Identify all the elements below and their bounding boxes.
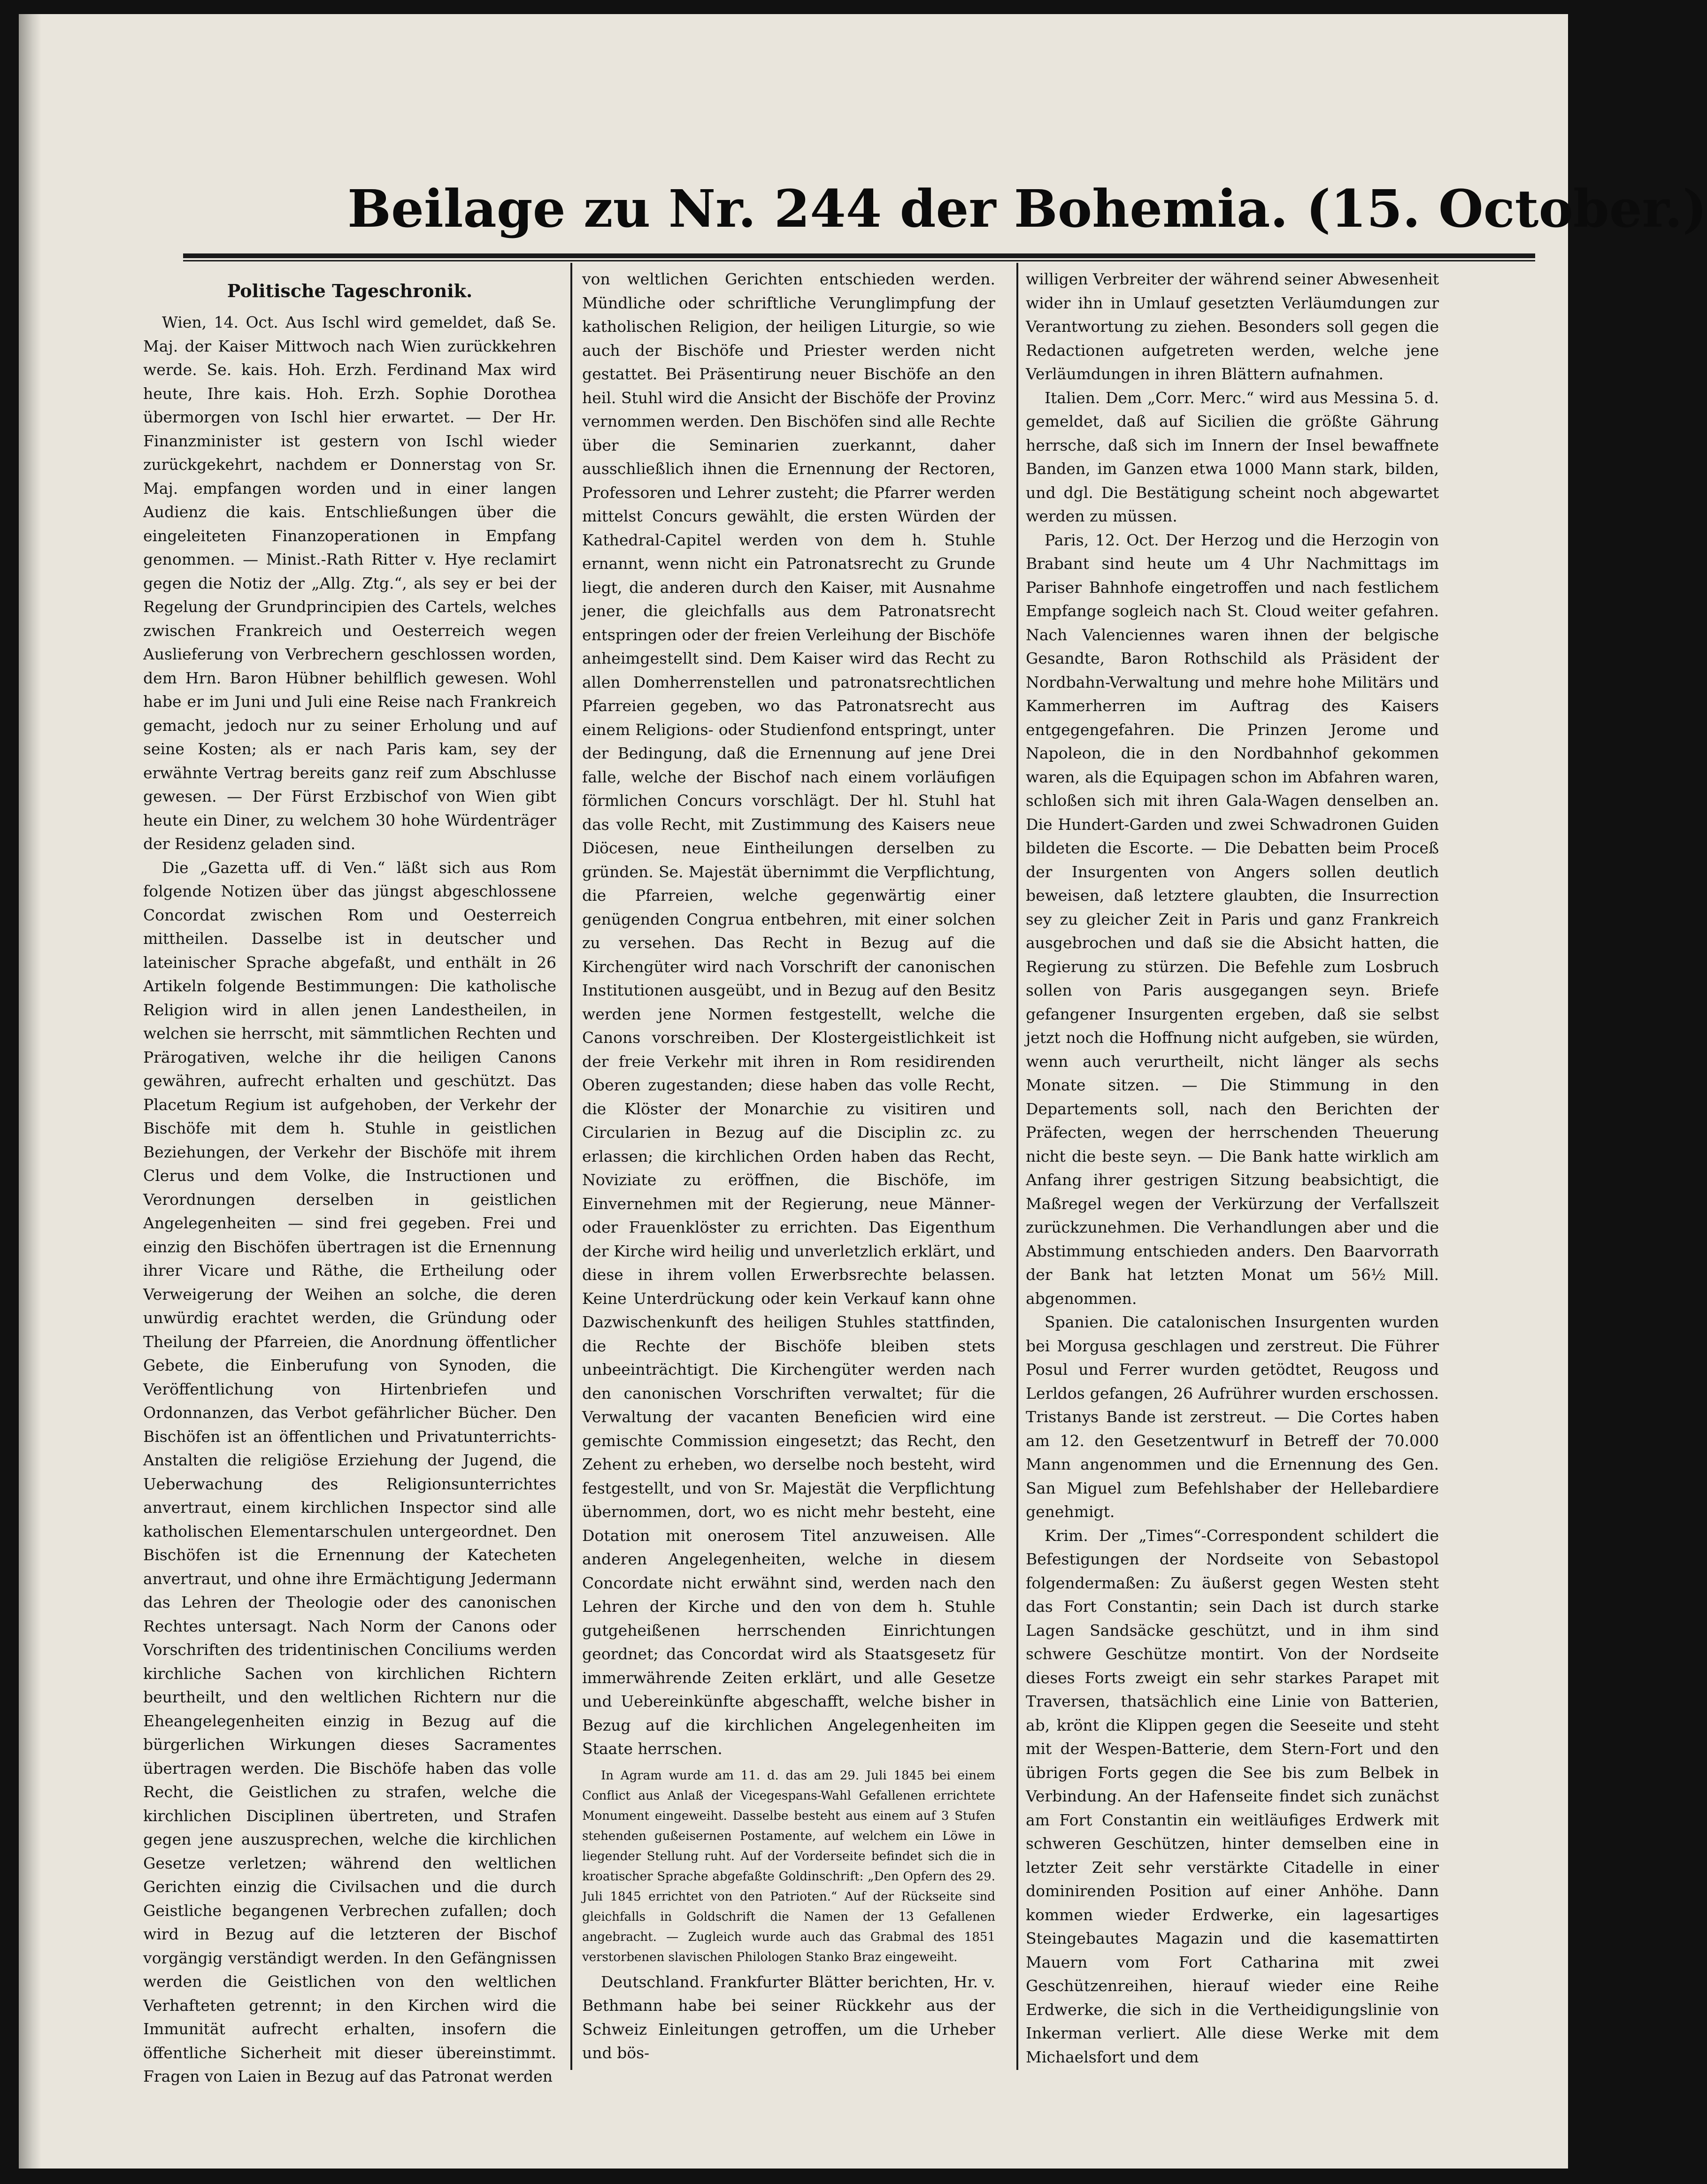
page-title: Beilage zu Nr. 244 der Bohemia. (15. October.) (347, 178, 1707, 239)
section-title: Politische Tageschronik. (227, 280, 473, 301)
article-paragraph: willigen Verbreiter der während seiner Abwesenheit wider ihn in Umlauf gesetzten Verläumdungen zur Verantwortung zu ziehen. Besonders soll gegen die Redactionen aufgetreten werden, welche jene Verläumdungen in ihren Blättern aufnahmen. (1026, 270, 1439, 383)
article-paragraph: Italien. Dem „Corr. Merc.“ wird aus Messina 5. d. gemeldet, daß auf Sicilien die größte Gährung herrsche, daß sich im Innern der Insel bewaffnete Banden, im Ganzen etwa 1000 Mann stark, bilden, und dgl. Die Bestätigung scheint noch abgewartet werden zu müssen. (1026, 388, 1439, 525)
column-3 (1026, 268, 1439, 2079)
title-rule-thin (183, 260, 1535, 261)
article-paragraph: von weltlichen Gerichten entschieden werden. Mündliche oder schriftliche Verunglimpfung der katholischen Religion, der heiligen Liturgie, so wie auch der Bischöfe und Priester werden nicht gestattet. Bei Präsentirung neuer Bischöfe an den heil. Stuhl wird die Ansicht der Bischöfe der Provinz vernommen werden. Den Bischöfen sind alle Rechte über die Seminarien zuerkannt, daher ausschließlich ihnen die Ernennung der Rectoren, Professoren und Lehrer zusteht; die Pfarrer werden mittelst Concurs gewählt, die ersten Würden der Kathedral-Capitel werden von dem h. Stuhle ernannt, wenn nicht ein Patronatsrecht zu Grunde liegt, die anderen durch den Kaiser, mit Ausnahme jener, die gleichfalls aus dem Patronatsrecht entspringen oder der freien Verleihung der Bischöfe anheimgestellt sind. Dem Kaiser wird das Recht zu allen Domherrenstellen und patronatsrechtlichen Pfarreien gegeben, wo das Patronatsrecht aus einem Religions- oder Studienfond entspringt, unter der Bedingung, daß die Ernennung auf jene Drei falle, welche der Bischof nach einem vorläufigen förmlichen Concurs vorschlägt. Der hl. Stuhl hat das volle Recht, mit Zustimmung des Kaisers neue Diöcesen, neue Eintheilungen derselben zu gründen. Se. Majestät übernimmt die Verpflichtung, die Pfarreien, welche gegenwärtig einer genügenden Congrua entbehren, mit einer solchen zu versehen. Das Recht in Bezug auf die Kirchengüter wird nach Vorschrift der canonischen Institutionen ausgeübt, und in Bezug auf den Besitz werden jene Normen festgestellt, welche die Canons vorschreiben. Der Klostergeistlichkeit ist der freie Verkehr mit ihren in Rom residirenden Oberen zugestanden; diese haben das volle Recht, die Klöster der Monarchie zu visitiren und Circularien in Bezug auf die Disciplin zc. zu erlassen; die kirchlichen Orden haben das Recht, Noviziate zu eröffnen, die Bischöfe, im Einvernehmen mit der Regierung, neue Männer- oder Frauenklöster zu errichten. Das Eigenthum der Kirche wird heilig und unverletzlich erklärt, und diese in ihrem vollen Erwerbsrechte belassen. Keine Unterdrückung oder kein Verkauf kann ohne Dazwischenkunft des heiligen Stuhles stattfinden, die Rechte der Bischöfe bleiben stets unbeeinträchtigt. Die Kirchengüter werden nach den canonischen Vorschriften verwaltet; für die Verwaltung der vacanten Beneficien wird eine gemischte Commission eingesetzt; das Recht, den Zehent zu erheben, wo derselbe noch besteht, wird festgestellt, und von Sr. Majestät die Verpflichtung übernommen, dort, wo es nicht mehr besteht, eine Dotation mit onerosem Titel anzuweisen. Alle anderen Angelegenheiten, welche in diesem Concordate nicht erwähnt sind, werden nach den Lehren der Kirche und den von dem h. Stuhle gutgeheißenen herrschenden Einrichtungen geordnet; das Concordat wird als Staatsgesetz für immerwährende Zeiten erklärt, und alle Gesetze und Uebereinkünfte abgeschafft, welche bisher in Bezug auf die kirchlichen Angelegenheiten im Staate herrschen. (582, 270, 995, 1758)
small-print-notice: In Agram wurde am 11. d. das am 29. Juli 1845 bei einem Conflict aus Anlaß der Vicegespans-Wahl Gefallenen errichtete Monument eingeweiht. Dasselbe besteht aus einem auf 3 Stufen stehenden gußeisernen Postamente, auf welchem ein Löwe in liegender Stellung ruht. Auf der Vorderseite befindet sich die in kroatischer Sprache abgefaßte Goldinschrift: „Den Opfern des 29. Juli 1845 errichtet von den Patrioten.“ Auf der Rückseite sind gleichfalls in Goldschrift die Namen der 13 Gefallenen angebracht. — Zugleich wurde auch das Grabmal des 1851 verstorbenen slavischen Philologen Stanko Braz eingeweiht. (582, 1768, 995, 1964)
page-binding-edge (19, 14, 41, 2169)
article-paragraph: Spanien. Die catalonischen Insurgenten wurden bei Morgusa geschlagen und zerstreut. Die Führer Posul und Ferrer wurden getödtet, Reugoss und Lerldos gefangen, 26 Aufrührer wurden erschossen. Tristanys Bande ist zerstreut. — Die Cortes haben am 12. den Gesetzentwurf in Betreff der 70.000 Mann angenommen und die Ernennung des Gen. San Miguel zum Befehlshaber der Hellebardiere genehmigt. (1026, 1313, 1439, 1521)
column-1 (143, 268, 556, 2085)
column-divider (1016, 263, 1018, 2070)
column-divider (570, 263, 572, 2070)
title-rule (183, 253, 1535, 258)
article-paragraph: Krim. Der „Times“-Correspondent schildert die Befestigungen der Nordseite von Sebastopol folgendermaßen: Zu äußerst gegen Westen steht das Fort Constantin; sein Dach ist durch starke Lagen Sandsäcke geschützt, und in ihm sind schwere Geschütze montirt. Von der Nordseite dieses Forts zweigt ein sehr starkes Parapet mit Traversen, thatsächlich eine Linie von Batterien, ab, krönt die Klippen gegen die Seeseite und steht mit der Wespen-Batterie, dem Stern-Fort und den übrigen Forts gegen die See bis zum Belbek in Verbindung. An der Hafenseite findet sich zunächst am Fort Constantin ein weitläufiges Erdwerk mit schweren Geschützen, hinter demselben eine in letzter Zeit sehr verstärkte Citadelle in einer dominirenden Position auf einer Anhöhe. Dann kommen wieder Erdwerke, ein lagesartiges Steingebautes Magazin und die kasemattirten Mauern vom Fort Catharina mit zwei Geschützenreihen, hierauf wieder eine Reihe Erdwerke, die sich in die Vertheidigungslinie von Inkerman verliert. Alle diese Werke mit dem Michaelsfort und dem (1026, 1526, 1439, 2066)
newspaper-page (19, 14, 1707, 2169)
column-2 (582, 268, 995, 2079)
article-paragraph: Paris, 12. Oct. Der Herzog und die Herzogin von Brabant sind heute um 4 Uhr Nachmittags im Pariser Bahnhofe eingetroffen und nach festlichem Empfange sogleich nach St. Cloud weiter gefahren. Nach Valenciennes waren ihnen der belgische Gesandte, Baron Rothschild als Präsident der Nordbahn-Verwaltung und mehre hohe Militärs und Kammerherren im Auftrag des Kaisers entgegengefahren. Die Prinzen Jerome und Napoleon, die in den Nordbahnhof gekommen waren, als die Equipagen schon im Abfahren waren, schloßen sich mit ihren Gala-Wagen denselben an. Die Hundert-Garden und zwei Schwadronen Guiden bildeten die Escorte. — Die Debatten beim Proceß der Insurgenten von Angers sollen deutlich beweisen, daß letztere glaubten, die Insurrection sey zu gleicher Zeit in Paris und ganz Frankreich ausgebrochen und daß sie die Absicht hatten, die Regierung zu stürzen. Die Befehle zum Losbruch sollen von Paris ausgegangen seyn. Briefe gefangener Insurgenten ergeben, daß sie selbst jetzt noch die Hoffnung nicht aufgeben, sie würden, wenn auch verurtheilt, nicht länger als sechs Monate sitzen. — Die Stimmung in den Departements soll, nach den Berichten der Präfecten, wegen der herrschenden Theuerung nicht die beste seyn. — Die Bank hatte wirklich am Anfang ihrer gestrigen Sitzung beabsichtigt, die Maßregel wegen der Verkürzung der Verfallszeit zurückzunehmen. Die Verhandlungen aber und die Abstimmung entschieden anders. Den Baarvorrath der Bank hat letzten Monat um 56½ Mill. abgenommen. (1026, 530, 1439, 1308)
article-paragraph: Wien, 14. Oct. Aus Ischl wird gemeldet, daß Se. Maj. der Kaiser Mittwoch nach Wien zurückkehren werde. Se. kais. Hoh. Erzh. Ferdinand Max wird heute, Ihre kais. Hoh. Erzh. Sophie Dorothea übermorgen von Ischl hier erwartet. — Der Hr. Finanzminister ist gestern von Ischl wieder zurückgekehrt, nachdem er Donnerstag von Sr. Maj. empfangen worden und in einer langen Audienz die kais. Entschließungen über die eingeleiteten Finanzoperationen in Empfang genommen. — Minist.-Rath Ritter v. Hye reclamirt gegen die Notiz der „Allg. Ztg.“, als sey er bei der Regelung der Grundprincipien des Cartels, welches zwischen Frankreich und Oesterreich wegen Auslieferung von Verbrechern geschlossen worden, dem Hrn. Baron Hübner behilflich gewesen. Wohl habe er im Juni und Juli eine Reise nach Frankreich gemacht, jedoch nur zu seiner Erholung und auf seine Kosten; als er nach Paris kam, sey der erwähnte Vertrag bereits ganz reif zum Abschlusse gewesen. — Der Fürst Erzbischof von Wien gibt heute ein Diner, zu welchem 30 hohe Würdenträger der Residenz geladen sind. (143, 313, 556, 853)
article-paragraph: Die „Gazetta uff. di Ven.“ läßt sich aus Rom folgende Notizen über das jüngst abgeschlossene Concordat zwischen Rom und Oesterreich mittheilen. Dasselbe ist in deutscher und lateinischer Sprache abgefaßt, und enthält in 26 Artikeln folgende Bestimmungen: Die katholische Religion wird in allen jenen Landestheilen, in welchen sie herrscht, mit sämmtlichen Rechten und Prärogativen, welche ihr die heiligen Canons gewähren, aufrecht erhalten und geschützt. Das Placetum Regium ist aufgehoben, der Verkehr der Bischöfe mit dem h. Stuhle in geistlichen Beziehungen, der Verkehr der Bischöfe mit ihrem Clerus und dem Volke, die Instructionen und Verordnungen derselben in geistlichen Angelegenheiten — sind frei gegeben. Frei und einzig den Bischöfen übertragen ist die Ernennung ihrer Vicare und Räthe, die Ertheilung oder Verweigerung der Weihen an solche, die deren unwürdig erachtet werden, die Gründung oder Theilung der Pfarreien, die Anordnung öffentlicher Gebete, die Einberufung von Synoden, die Veröffentlichung von Hirtenbriefen und Ordonnanzen, das Verbot gefährlicher Bücher. Den Bischöfen ist an öffentlichen und Privatunterrichts-Anstalten die religiöse Erziehung der Jugend, die Ueberwachung des Religionsunterrichtes anvertraut, einem kirchlichen Inspector sind alle katholischen Elementarschulen untergeordnet. Den Bischöfen ist die Ernennung der Katecheten anvertraut, und ohne ihre Ermächtigung Jedermann das Lehren der Theologie oder des canonischen Rechtes untersagt. Nach Norm der Canons oder Vorschriften des tridentinischen Conciliums werden kirchliche Sachen von kirchlichen Richtern beurtheilt, und den weltlichen Richtern nur die Eheangelegenheiten einzig in Bezug auf die bürgerlichen Wirkungen dieses Sacramentes übertragen werden. Die Bischöfe haben das volle Recht, die Geistlichen zu strafen, welche die kirchlichen Disciplinen übertreten, und Strafen gegen jene auszusprechen, welche die kirchlichen Gesetze verletzen; während den weltlichen Gerichten einzig die Civilsachen und die durch Geistliche begangenen Verbrechen zufallen; doch wird in Bezug auf die letzteren der Bischof vorgängig verständigt werden. In den Gefängnissen werden die Geistlichen von den weltlichen Verhafteten getrennt; in den Kirchen wird die Immunität aufrecht erhalten, insofern die öffentliche Sicherheit mit dieser übereinstimmt. Fragen von Laien in Bezug auf das Patronat werden (143, 858, 556, 2085)
article-paragraph: Deutschland. Frankfurter Blätter berichten, Hr. v. Bethmann habe bei seiner Rückkehr aus der Schweiz Einleitungen getroffen, um die Urheber und bös- (582, 1972, 995, 2062)
